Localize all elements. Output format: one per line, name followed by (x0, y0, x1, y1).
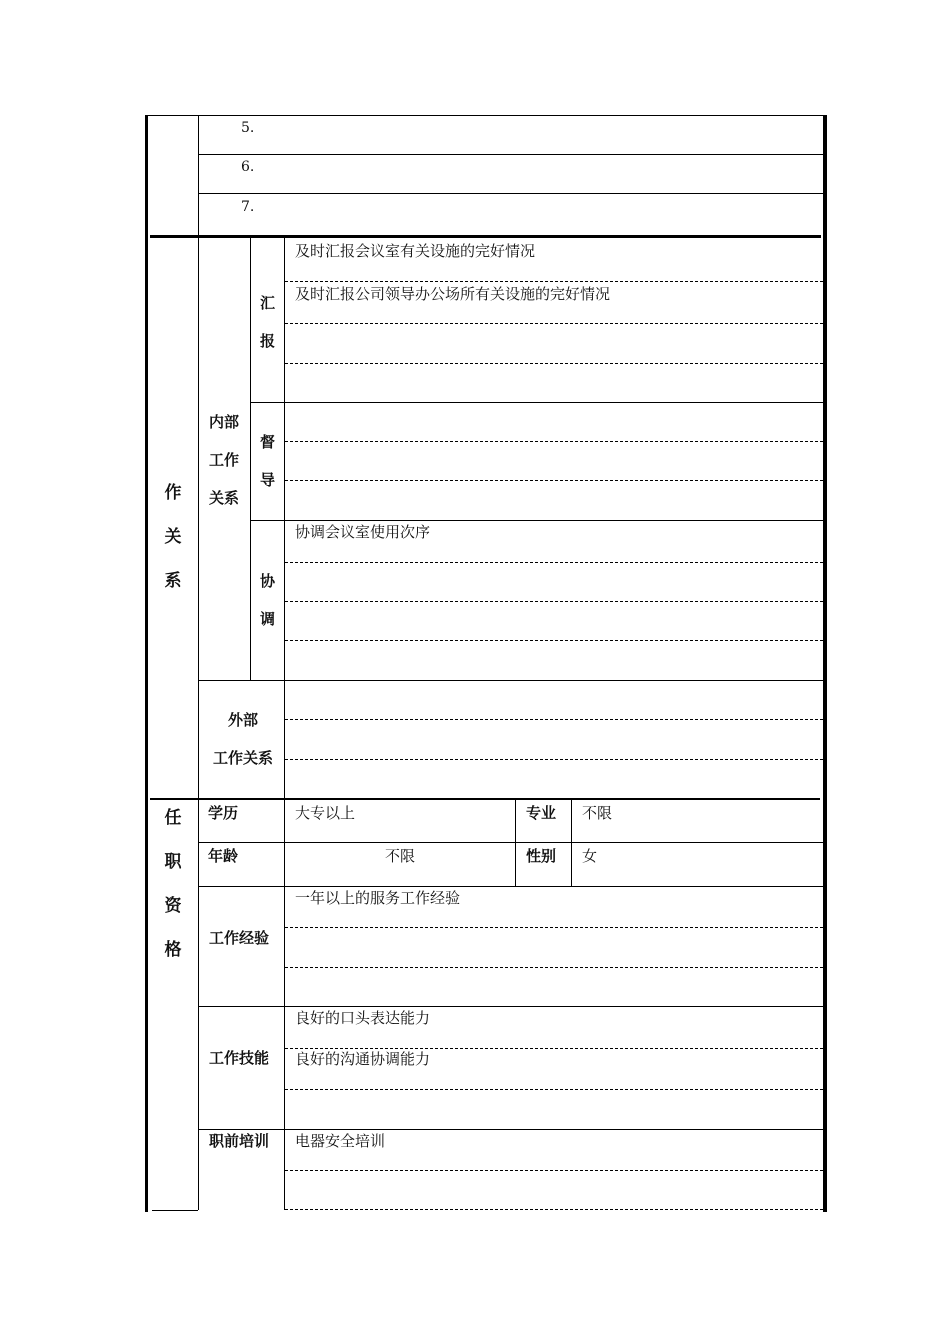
row-line (198, 193, 823, 194)
row-line (251, 402, 823, 403)
major-value: 不限 (582, 804, 613, 822)
training-label: 职前培训 (209, 1132, 270, 1150)
education-value: 大专以上 (295, 804, 356, 822)
right-border (823, 115, 827, 1212)
col-line-c (284, 238, 285, 1210)
dashed-line (285, 1048, 823, 1049)
age-value: 不限 (384, 847, 415, 865)
list-item-number: 5. (241, 120, 255, 136)
qualification-section-label (163, 803, 183, 960)
relations-label-char: 作 (164, 483, 182, 503)
bottom-border (152, 1210, 198, 1211)
external-relations-label: 外部 工作关系 (212, 711, 273, 767)
list-item-number: 7. (241, 199, 255, 215)
row-line (198, 680, 823, 681)
col-line-b (250, 238, 251, 680)
education-label: 学历 (208, 804, 239, 822)
coordinate-line: 协调会议室使用次序 (295, 523, 431, 541)
dashed-line (285, 927, 823, 928)
experience-label: 工作经验 (209, 929, 270, 947)
relations-section-label (163, 478, 183, 591)
col-line-major-value (571, 800, 572, 886)
relations-label-char: 系 (164, 571, 182, 591)
top-border (146, 115, 825, 116)
dashed-line (285, 967, 823, 968)
gender-value: 女 (582, 847, 598, 865)
col-line-major (515, 800, 516, 886)
gender-label: 性别 (526, 847, 557, 865)
row-line (251, 520, 823, 521)
relations-label-char: 关 (164, 527, 182, 547)
dashed-line (285, 323, 823, 324)
skills-label: 工作技能 (209, 1049, 270, 1067)
internal-relations-label: 内部 工作 关系 (209, 413, 240, 507)
dashed-line (285, 1209, 823, 1210)
dashed-line (285, 640, 823, 641)
experience-line: 一年以上的服务工作经验 (295, 889, 461, 907)
dashed-line (285, 281, 823, 282)
row-line (198, 1006, 823, 1007)
dashed-line (285, 1170, 823, 1171)
skills-line: 良好的口头表达能力 (295, 1009, 431, 1027)
left-border (145, 115, 148, 1212)
age-label: 年龄 (208, 847, 239, 865)
dashed-line (285, 363, 823, 364)
qualification-label-char: 格 (164, 940, 182, 960)
dashed-line (285, 601, 823, 602)
training-line: 电器安全培训 (295, 1132, 386, 1150)
dashed-line (285, 1089, 823, 1090)
major-label: 专业 (526, 804, 557, 822)
qualification-label-char: 资 (164, 896, 182, 916)
row-line (198, 154, 823, 155)
col-line-a (198, 238, 199, 1210)
report-label: 汇 报 (260, 294, 276, 350)
col-line-a-top (198, 115, 199, 235)
dashed-line (285, 480, 823, 481)
row-line (198, 886, 823, 887)
supervise-label: 督 导 (260, 433, 276, 489)
report-line: 及时汇报会议室有关设施的完好情况 (295, 242, 536, 260)
list-item-number: 6. (241, 159, 255, 175)
row-line (198, 1129, 823, 1130)
dashed-line (285, 719, 823, 720)
row-line (198, 842, 823, 843)
skills-line: 良好的沟通协调能力 (295, 1050, 431, 1068)
coordinate-label: 协 调 (260, 572, 276, 628)
dashed-line (285, 562, 823, 563)
qualification-label-char: 任 (164, 808, 182, 828)
qualification-label-char: 职 (164, 852, 182, 872)
dashed-line (285, 441, 823, 442)
dashed-line (285, 759, 823, 760)
section-divider-qualification (150, 798, 820, 800)
report-line: 及时汇报公司领导办公场所有关设施的完好情况 (295, 285, 611, 303)
